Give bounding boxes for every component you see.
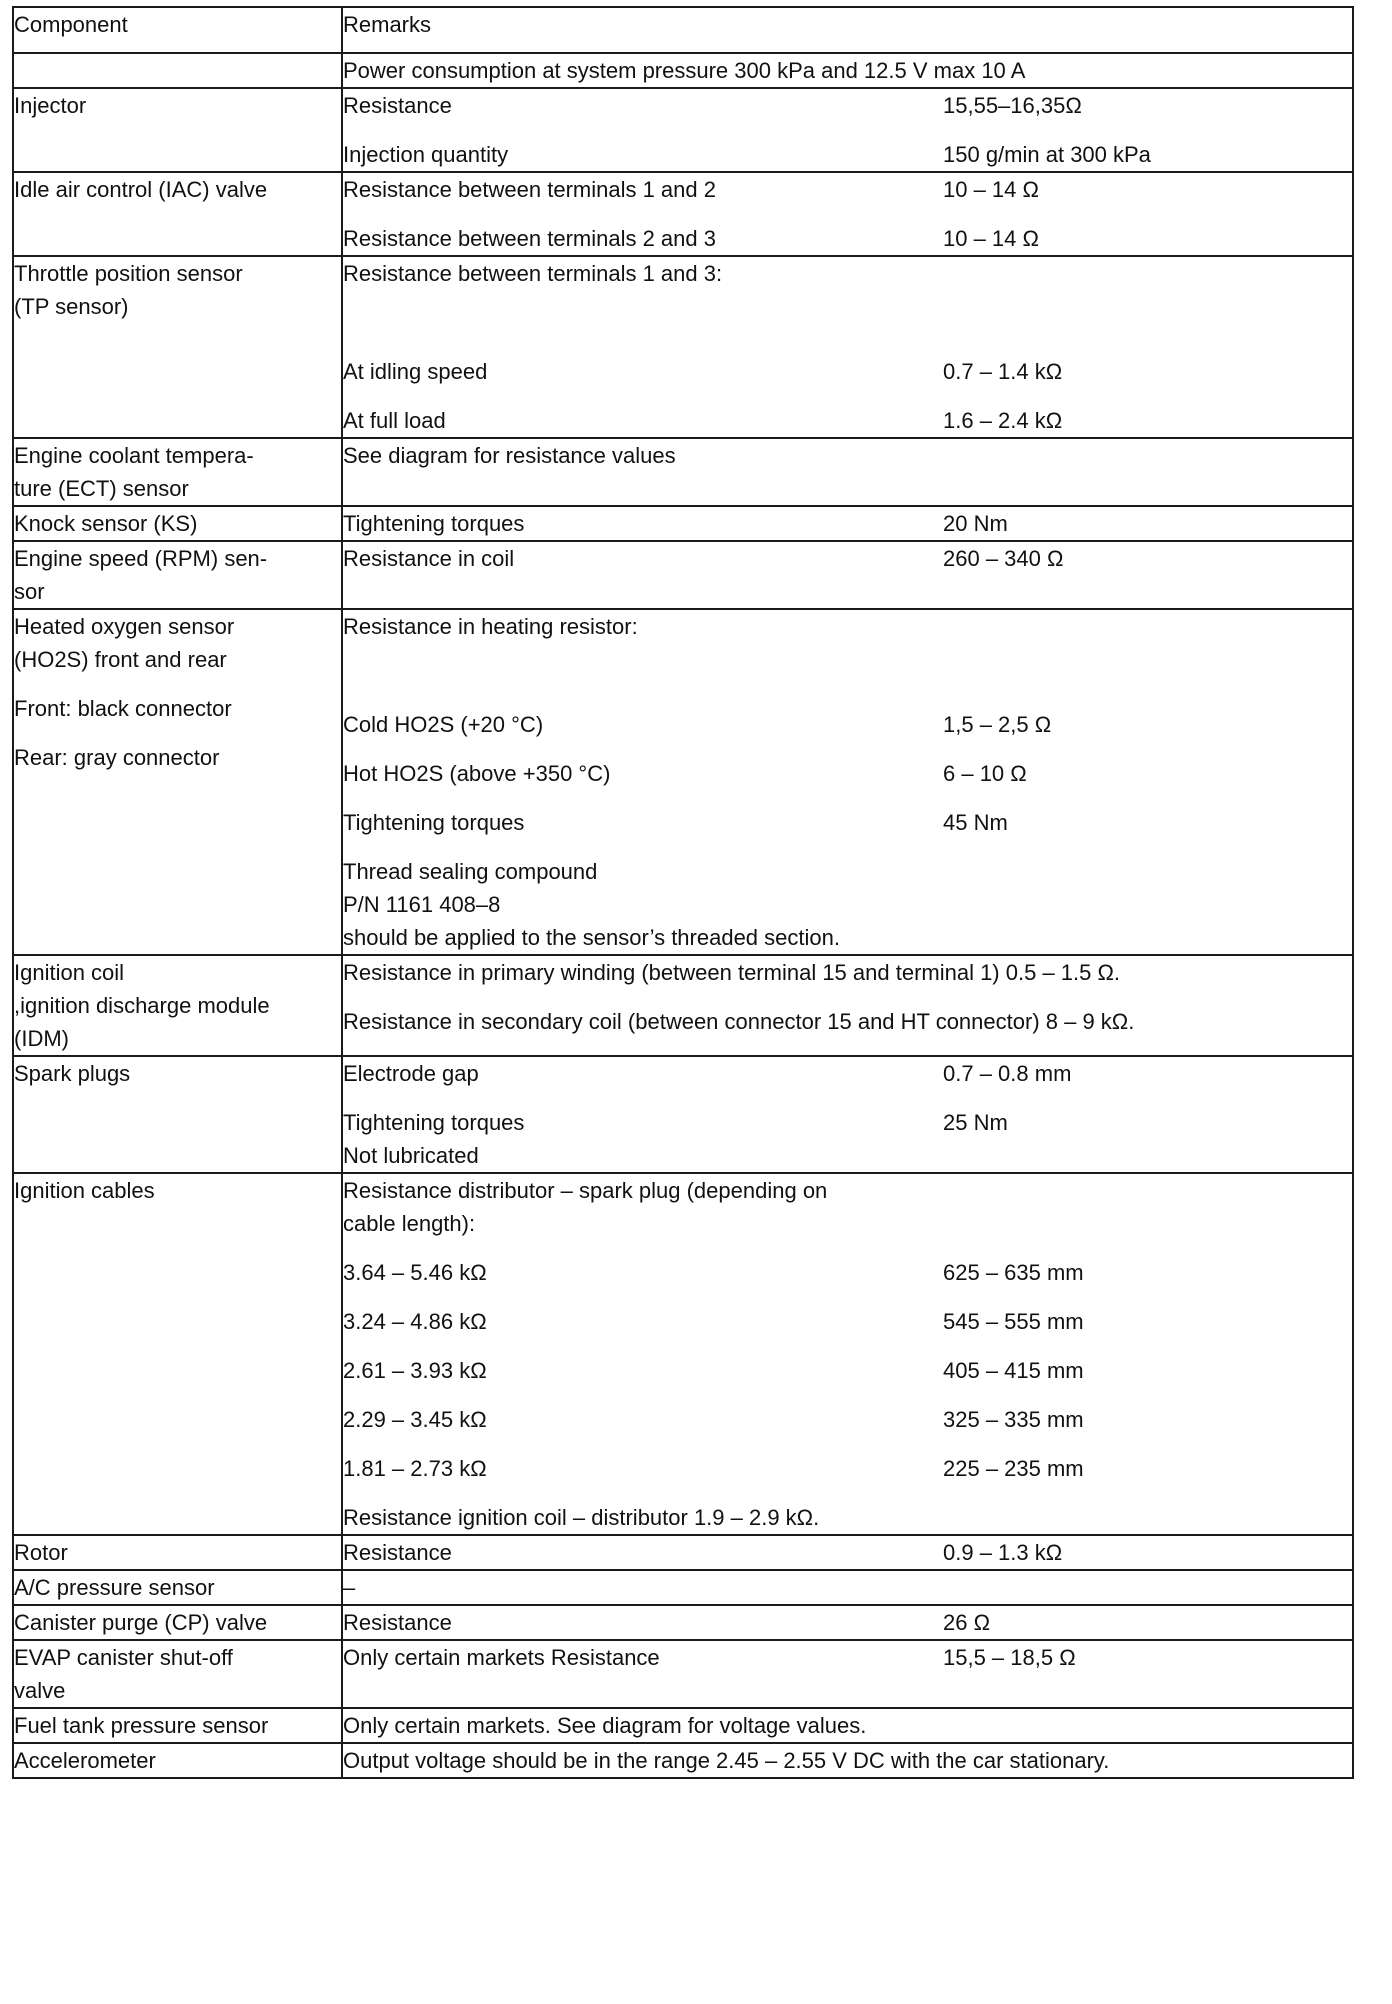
component-cell — [13, 506, 342, 541]
spec-value: 20 Nm — [943, 511, 1008, 536]
header-remarks — [342, 7, 1353, 53]
component-name-line: (TP sensor) — [14, 294, 129, 319]
spec-label: 2.29 – 3.45 kΩ — [343, 1407, 487, 1432]
table-row-cables — [13, 1173, 1353, 1535]
component-name: Ignition cables — [14, 1178, 155, 1203]
spec-line — [343, 89, 1352, 122]
component-name-line: Engine coolant tempera- — [14, 443, 254, 468]
component-cell — [13, 541, 342, 609]
spec-line — [343, 173, 1352, 206]
spec-label: Electrode gap — [343, 1061, 479, 1086]
remarks-cell — [342, 88, 1353, 172]
table-row-cp — [13, 1605, 1353, 1640]
spec-value: 10 – 14 Ω — [943, 226, 1039, 251]
table-row-ks — [13, 506, 1353, 541]
component-name-line: ,ignition discharge module — [14, 993, 270, 1018]
component-cell — [13, 1605, 342, 1640]
spec-line — [343, 1501, 1352, 1534]
spec-value: 625 – 635 mm — [943, 1260, 1084, 1285]
component-cell — [13, 1570, 342, 1605]
component-name-line: Heated oxygen sensor — [14, 614, 235, 639]
spec-label: Resistance between terminals 1 and 2 — [343, 177, 716, 202]
header-component — [13, 7, 342, 53]
table-row-accel — [13, 1743, 1353, 1778]
spec-line — [343, 507, 1352, 540]
component-name: Injector — [14, 93, 87, 118]
spec-line — [343, 956, 1352, 989]
spec-intro-line: cable length): — [343, 1211, 476, 1236]
component-name: Rotor — [14, 1540, 68, 1565]
remarks-cell — [342, 1535, 1353, 1570]
spec-label: Tightening torques — [343, 1110, 525, 1135]
component-name-line: (IDM) — [14, 1026, 69, 1051]
spec-label: Resistance between terminals 2 and 3 — [343, 226, 716, 251]
spec-line — [343, 355, 1352, 388]
component-note: Rear: gray connector — [14, 745, 220, 770]
spec-label: Resistance — [343, 1540, 452, 1565]
component-name-line: EVAP canister shut-off — [14, 1645, 233, 1670]
component-cell — [13, 88, 342, 172]
spec-value: 15,55–16,35Ω — [943, 93, 1082, 118]
remarks-text: See diagram for resistance values — [343, 443, 676, 468]
remarks-cell — [342, 1173, 1353, 1535]
component-cell — [13, 438, 342, 506]
spec-label: Resistance — [343, 93, 452, 118]
spec-label: Only certain markets Resistance — [343, 1645, 660, 1670]
table-row-coil — [13, 955, 1353, 1056]
remarks-cell — [342, 1640, 1353, 1708]
spec-line — [343, 1606, 1352, 1639]
spec-line — [343, 806, 1352, 839]
spec-line — [343, 1256, 1352, 1289]
table-row-fuel — [13, 1708, 1353, 1743]
remarks-cell — [342, 1570, 1353, 1605]
component-cell — [13, 1173, 342, 1535]
spec-value: 26 Ω — [943, 1610, 991, 1635]
spec-label: 1.81 – 2.73 kΩ — [343, 1456, 487, 1481]
remarks-cell — [342, 955, 1353, 1056]
remarks-cell — [342, 506, 1353, 541]
spec-label: Resistance — [343, 1610, 452, 1635]
spec-line — [343, 1005, 1352, 1038]
component-cell — [13, 1056, 342, 1173]
spec-line — [343, 542, 1352, 575]
component-name: Idle air control (IAC) valve — [14, 177, 268, 202]
spec-note — [343, 855, 1352, 954]
component-note: Front: black connector — [14, 696, 232, 721]
component-cell — [13, 1640, 342, 1708]
spec-value: 150 g/min at 300 kPa — [943, 142, 1151, 167]
table-row-ect — [13, 438, 1353, 506]
remarks-cell — [342, 1056, 1353, 1173]
component-name-line: sor — [14, 579, 45, 604]
spec-intro-text: Resistance in heating resistor: — [343, 614, 638, 639]
table-row-rotor — [13, 1535, 1353, 1570]
component-name: Canister purge (CP) valve — [14, 1610, 268, 1635]
spec-line — [343, 1057, 1352, 1090]
spec-line — [343, 757, 1352, 790]
component-cell — [13, 1708, 342, 1743]
remarks-cell — [342, 609, 1353, 955]
remarks-text: – — [343, 1575, 356, 1600]
spec-value: 15,5 – 18,5 Ω — [943, 1645, 1076, 1670]
table-row-injector — [13, 88, 1353, 172]
component-cell — [13, 1535, 342, 1570]
component-name: A/C pressure sensor — [14, 1575, 215, 1600]
spec-label: Cold HO2S (+20 °C) — [343, 712, 544, 737]
spec-text: Resistance in primary winding (between terminal 15 and terminal 1) 0.5 – 1.5 Ω. — [343, 960, 1121, 985]
component-name-line: Ignition coil — [14, 960, 125, 985]
spec-note-line: Not lubricated — [343, 1143, 479, 1168]
table-row-tp — [13, 256, 1353, 438]
spec-intro-line: Resistance distributor – spark plug (depending on — [343, 1178, 828, 1203]
spec-text: Resistance in secondary coil (between connector 15 and HT connector) 8 – 9 kΩ. — [343, 1009, 1135, 1034]
spec-note — [343, 1139, 1352, 1172]
component-specification-table — [12, 6, 1354, 1779]
remarks-cell — [342, 1708, 1353, 1743]
remarks-cell — [342, 438, 1353, 506]
spec-line — [343, 708, 1352, 741]
remarks-cell — [342, 541, 1353, 609]
remarks-text: Power consumption at system pressure 300 kPa and 12.5 V max 10 A — [343, 58, 1026, 83]
spec-value: 325 – 335 mm — [943, 1407, 1084, 1432]
component-name-line: valve — [14, 1678, 66, 1703]
spec-line — [343, 1536, 1352, 1569]
remarks-cell — [342, 256, 1353, 438]
table-row-ho2s — [13, 609, 1353, 955]
table-row-rpm — [13, 541, 1353, 609]
spec-value: 225 – 235 mm — [943, 1456, 1084, 1481]
table-header-row — [13, 7, 1353, 53]
spec-line — [343, 1452, 1352, 1485]
component-name: Accelerometer — [14, 1748, 156, 1773]
spec-label: Injection quantity — [343, 142, 509, 167]
table-row-evap — [13, 1640, 1353, 1708]
spec-label: At full load — [343, 408, 446, 433]
spec-label: Resistance in coil — [343, 546, 515, 571]
component-name-line: (HO2S) front and rear — [14, 647, 227, 672]
spec-text: Resistance ignition coil – distributor 1.9 – 2.9 kΩ. — [343, 1505, 820, 1530]
spec-label: 3.24 – 4.86 kΩ — [343, 1309, 487, 1334]
spec-label: Hot HO2S (above +350 °C) — [343, 761, 611, 786]
spec-value: 1,5 – 2,5 Ω — [943, 712, 1052, 737]
component-cell — [13, 1743, 342, 1778]
component-name: Spark plugs — [14, 1061, 131, 1086]
spec-intro — [343, 1174, 1352, 1240]
spec-intro-text: Resistance between terminals 1 and 3: — [343, 261, 723, 286]
component-cell — [13, 172, 342, 256]
spec-line — [343, 222, 1352, 255]
spec-line — [343, 1641, 1352, 1674]
spec-line — [343, 404, 1352, 437]
spec-label: At idling speed — [343, 359, 488, 384]
spec-intro — [343, 610, 1352, 643]
spec-value: 10 – 14 Ω — [943, 177, 1039, 202]
spec-value: 1.6 – 2.4 kΩ — [943, 408, 1063, 433]
spec-value: 6 – 10 Ω — [943, 761, 1027, 786]
spec-value: 405 – 415 mm — [943, 1358, 1084, 1383]
remarks-cell — [342, 172, 1353, 256]
remarks-text: Output voltage should be in the range 2.45 – 2.55 V DC with the car stationary. — [343, 1748, 1110, 1773]
spec-label: 3.64 – 5.46 kΩ — [343, 1260, 487, 1285]
header-remarks-text: Remarks — [343, 12, 432, 37]
spec-value: 45 Nm — [943, 810, 1008, 835]
spec-value: 0.7 – 1.4 kΩ — [943, 359, 1063, 384]
remarks-cell — [342, 1743, 1353, 1778]
spec-value: 25 Nm — [943, 1110, 1008, 1135]
spec-note-line: Thread sealing compound — [343, 859, 598, 884]
component-name: Knock sensor (KS) — [14, 511, 198, 536]
component-name: Fuel tank pressure sensor — [14, 1713, 269, 1738]
component-cell — [13, 53, 342, 88]
spec-line — [343, 1403, 1352, 1436]
spec-label: Tightening torques — [343, 511, 525, 536]
component-name-line: ture (ECT) sensor — [14, 476, 189, 501]
component-name-line: Engine speed (RPM) sen- — [14, 546, 268, 571]
remarks-cell — [342, 1605, 1353, 1640]
table-row-iac — [13, 172, 1353, 256]
spec-value: 0.9 – 1.3 kΩ — [943, 1540, 1063, 1565]
remarks-text: Only certain markets. See diagram for voltage values. — [343, 1713, 867, 1738]
component-cell — [13, 955, 342, 1056]
table-row-ac — [13, 1570, 1353, 1605]
spec-intro — [343, 257, 1352, 290]
spec-line — [343, 1354, 1352, 1387]
spec-value: 0.7 – 0.8 mm — [943, 1061, 1072, 1086]
table-row-spark — [13, 1056, 1353, 1173]
component-cell — [13, 256, 342, 438]
spec-line — [343, 1305, 1352, 1338]
spec-line — [343, 1106, 1352, 1139]
remarks-cell — [342, 53, 1353, 88]
spec-value: 545 – 555 mm — [943, 1309, 1084, 1334]
spec-note-line: P/N 1161 408–8 — [343, 892, 501, 917]
component-name-line: Throttle position sensor — [14, 261, 243, 286]
spec-value: 260 – 340 Ω — [943, 546, 1064, 571]
spec-label: Tightening torques — [343, 810, 525, 835]
spec-line — [343, 138, 1352, 171]
table-row-power — [13, 53, 1353, 88]
component-cell — [13, 609, 342, 955]
header-component-text: Component — [14, 12, 128, 37]
spec-note-line: should be applied to the sensor’s threaded section. — [343, 925, 840, 950]
spec-label: 2.61 – 3.93 kΩ — [343, 1358, 487, 1383]
